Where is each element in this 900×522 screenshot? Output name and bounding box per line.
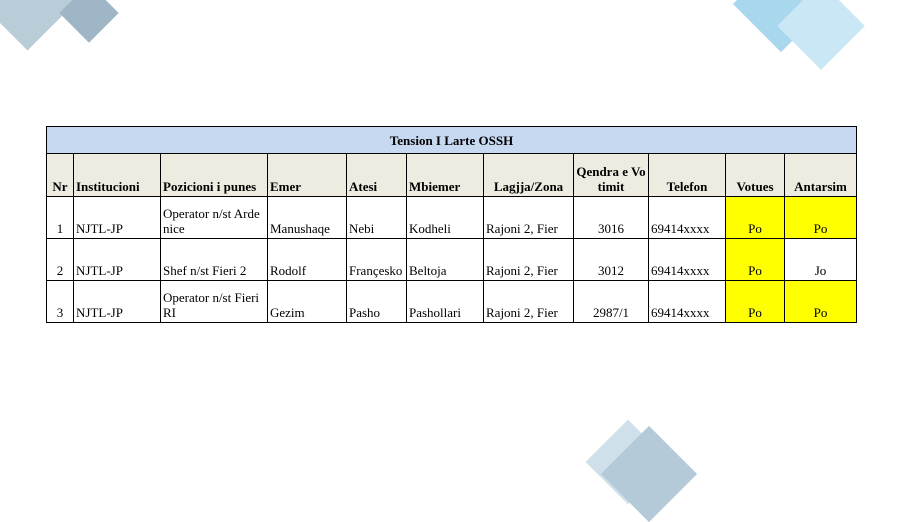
table-title: Tension I Larte OSSH: [47, 127, 857, 154]
cell-institucioni: NJTL-JP: [74, 197, 161, 239]
header-pozicioni: Pozicioni i punes: [161, 154, 268, 197]
cell-emer: Manushaqe: [268, 197, 347, 239]
cell-nr: 3: [47, 281, 74, 323]
cell-institucioni: NJTL-JP: [74, 281, 161, 323]
header-telefon: Telefon: [649, 154, 726, 197]
cell-atesi: Françesko: [347, 239, 407, 281]
cell-qendra: 3016: [574, 197, 649, 239]
table-row: [47, 197, 857, 239]
cell-lagjja: Rajoni 2, Fier: [484, 281, 574, 323]
data-table: [46, 126, 857, 323]
cell-mbiemer: Kodheli: [407, 197, 484, 239]
cell-antarsim: Po: [785, 197, 857, 239]
header-antarsim: Antarsim: [785, 154, 857, 197]
cell-mbiemer: Pashollari: [407, 281, 484, 323]
header-row: [47, 154, 857, 197]
cell-qendra: 2987/1: [574, 281, 649, 323]
cell-antarsim: Po: [785, 281, 857, 323]
header-mbiemer: Mbiemer: [407, 154, 484, 197]
cell-votues: Po: [726, 239, 785, 281]
cell-emer: Rodolf: [268, 239, 347, 281]
header-qendra: Qendra e Votimit: [574, 154, 649, 197]
cell-telefon: 69414xxxx: [649, 197, 726, 239]
header-institucioni: Institucioni: [74, 154, 161, 197]
cell-votues: Po: [726, 197, 785, 239]
cell-antarsim: Jo: [785, 239, 857, 281]
cell-pozicioni: Operator n/st Fieri RI: [161, 281, 268, 323]
cell-nr: 2: [47, 239, 74, 281]
header-nr: Nr: [47, 154, 74, 197]
cell-atesi: Nebi: [347, 197, 407, 239]
header-atesi: Atesi: [347, 154, 407, 197]
cell-votues: Po: [726, 281, 785, 323]
cell-nr: 1: [47, 197, 74, 239]
cell-atesi: Pasho: [347, 281, 407, 323]
cell-telefon: 69414xxxx: [649, 239, 726, 281]
cell-qendra: 3012: [574, 239, 649, 281]
cell-institucioni: NJTL-JP: [74, 239, 161, 281]
cell-pozicioni: Operator n/st Ardenice: [161, 197, 268, 239]
cell-mbiemer: Beltoja: [407, 239, 484, 281]
table-row: [47, 281, 857, 323]
cell-telefon: 69414xxxx: [649, 281, 726, 323]
header-lagjja: Lagjja/Zona: [484, 154, 574, 197]
cell-pozicioni: Shef n/st Fieri 2: [161, 239, 268, 281]
table-row: [47, 239, 857, 281]
cell-emer: Gezim: [268, 281, 347, 323]
cell-lagjja: Rajoni 2, Fier: [484, 239, 574, 281]
cell-lagjja: Rajoni 2, Fier: [484, 197, 574, 239]
decor-square-top-left-small: [59, 0, 118, 43]
header-emer: Emer: [268, 154, 347, 197]
header-votues: Votues: [726, 154, 785, 197]
